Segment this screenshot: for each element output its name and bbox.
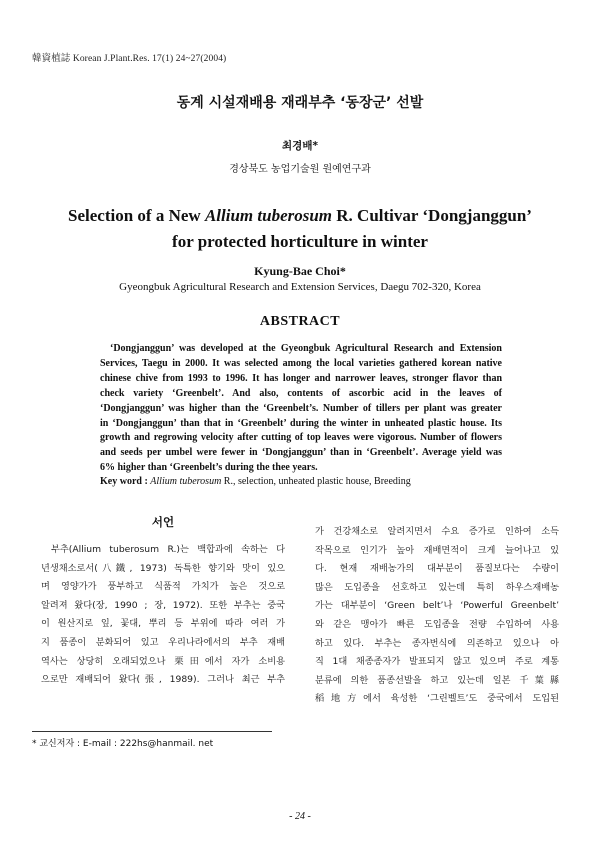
keywords-species: Allium tuberosum: [150, 476, 222, 487]
intro-line: 지 품종이 분화되어 있고 우리나라에서의 부추 재배: [41, 636, 285, 648]
abstract-body: [100, 342, 502, 476]
journal-header: 韓資植誌 Korean J.Plant.Res. 17(1) 24~27(2004): [32, 54, 227, 64]
abstract-line: check variety ‘Greenbelt’. And also, contents of ascorbic acid in the leaves of: [100, 387, 502, 399]
english-author: Kyung-Bae Choi*: [254, 264, 346, 278]
intro-line: 알려져 왔다(장, 1990 ; 장, 1972). 또한 부추는 중국: [41, 599, 285, 611]
footnote: * 교신저자 : E-mail : 222hs@hanmail. net: [32, 739, 214, 749]
intro-line: 분류에 의한 품종선발을 하고 있는데 일본 千葉縣: [315, 674, 559, 686]
abstract-line: ‘Dongjanggun’ was higher than the ‘Greenbelt’s. Number of tillers per plant was greater: [100, 402, 502, 414]
intro-left-column: [41, 541, 285, 690]
intro-line: 다. 현재 재배농가의 대부분이 품질보다는 수량이: [315, 563, 559, 575]
korean-title: 동계 시설재배용 재래부추 ‘동장군’ 선발: [176, 95, 424, 111]
korean-affiliation: 경상북도 농업기술원 원예연구과: [229, 164, 371, 175]
intro-line: 작목으로 인기가 높아 재배면적이 크게 늘어나고 있: [315, 544, 559, 556]
intro-line: 역사는 상당히 오래되었으나 栗田에서 자가 소비용: [41, 655, 285, 667]
abstract-heading: ABSTRACT: [259, 314, 341, 329]
abstract-line: and seeds per umbel were fewer in ‘Dongjanggun’ than in ‘Greenbelt’. Average yield was: [100, 447, 502, 459]
intro-line: 가 건강채소로 알려지면서 수요 증가로 인하여 소득: [315, 526, 559, 537]
intro-line: 며 영양가가 풍부하고 식품적 가치가 높은 것으로: [41, 581, 285, 593]
intro-line: 년생채소로서(八鐵, 1973) 독특한 향기와 맛이 있으: [41, 562, 285, 574]
korean-author: 최경배*: [282, 140, 318, 152]
intro-right-column: [315, 523, 559, 709]
abstract-line: in ‘Dongjanggun’ than that in ‘Greenbelt’ during the winter in unheated plastic house. Its: [100, 417, 502, 429]
intro-line: 이 원산지로 잎, 꽃대, 뿌리 등 부위에 따라 여러 가: [41, 618, 285, 630]
intro-line: 으로만 재배되어 왔다(張, 1989). 그러나 최근 부추: [41, 674, 285, 686]
page-number: - 24 -: [289, 811, 311, 822]
english-title: [0, 203, 600, 255]
intro-line: 많은 도입종을 선호하고 있는데 특히 하우스재배농: [315, 581, 559, 593]
abstract-line: Services, Taegu in 2000. It was selected among the local varieties gathered korean native: [100, 357, 502, 369]
abstract-line: 6% higher than ‘Greenbelt’s during the thee years.: [100, 462, 318, 474]
intro-line: 부추(Allium tuberosum R.)는 백합과에 속하는 다: [51, 544, 285, 555]
intro-heading: 서언: [151, 515, 175, 529]
keywords-list: R., selection, unheated plastic house, Breeding: [221, 476, 411, 487]
intro-line: 직 1대 채종종자가 발표되지 않고 있으며 주로 계통: [315, 656, 559, 668]
abstract-line: chinese chive from 1993 to 1996. It has longer and narrower leaves, stronger flavor than: [100, 372, 502, 384]
keywords: [100, 476, 520, 487]
abstract-line: ‘Dongjanggun’ was developed at the Gyeongbuk Agricultural Research and Extension: [110, 343, 502, 354]
abstract-line: growth and regrowing velocity after cutting of top leaves were vigorous. Number of flowers: [100, 432, 502, 444]
keywords-label: Key word :: [100, 476, 151, 487]
english-title-species: Allium tuberosum: [204, 206, 333, 225]
english-title-prefix: Selection of a New: [68, 206, 205, 225]
intro-line: 稻地方에서 육성한 ‘그린벨트’도 중국에서 도입된: [315, 693, 559, 705]
footnote-divider: [32, 731, 272, 732]
intro-line: 와 같은 맹아가 빠른 도입종을 전량 수입하여 사용: [315, 618, 559, 630]
english-affiliation: Gyeongbuk Agricultural Research and Extension Services, Daegu 702-320, Korea: [119, 281, 481, 293]
intro-line: 가는 대부분이 ‘Green belt’나 ‘Powerful Greenbelt’: [315, 600, 559, 612]
intro-line: 하고 있다. 부추는 종자번식에 의존하고 있으나 아: [315, 637, 559, 649]
english-title-suffix: R. Cultivar ‘Dongjanggun’: [332, 206, 532, 225]
english-title-line2: for protected horticulture in winter: [172, 232, 428, 251]
